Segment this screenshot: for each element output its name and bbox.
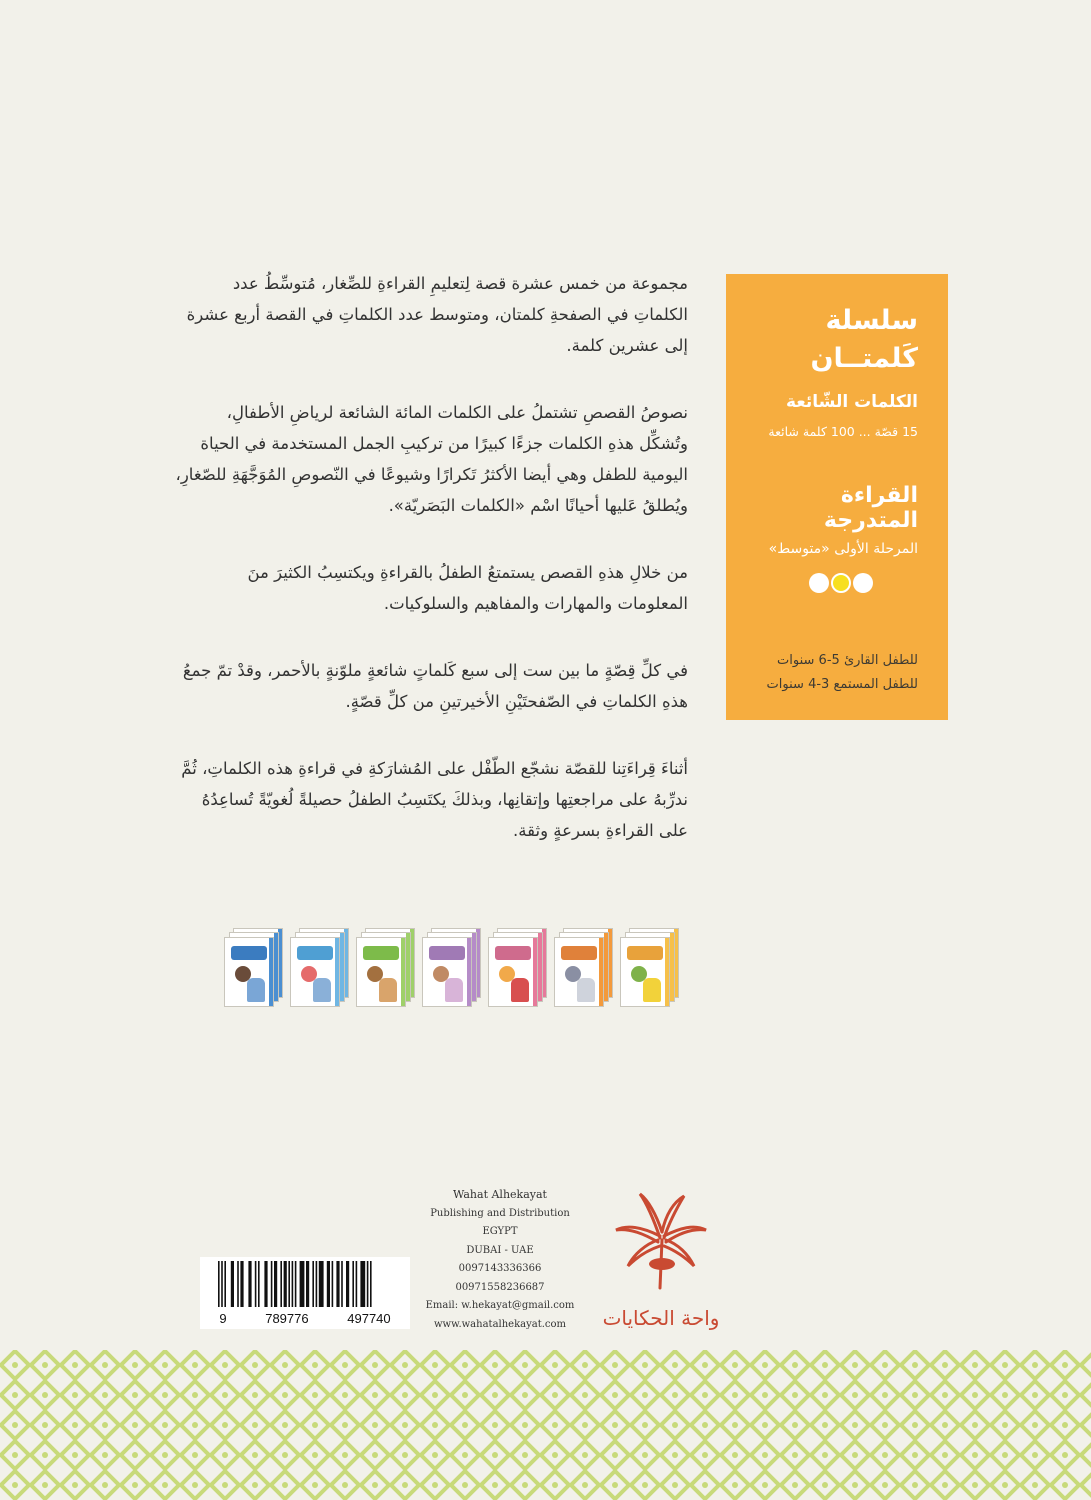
barcode-bar	[370, 1261, 372, 1307]
book-spine-stripe	[538, 933, 542, 1001]
publisher-name: Wahat Alhekayat	[453, 1188, 547, 1201]
book-title-block	[231, 946, 267, 960]
word-count-line: 15 قصّة ... 100 كلمة شائعة	[768, 424, 918, 439]
barcode-bar	[295, 1261, 297, 1307]
barcode-bar	[224, 1261, 226, 1307]
book-spine-stripe	[533, 938, 537, 1006]
level-dot	[853, 573, 873, 593]
barcode-bar	[271, 1261, 273, 1307]
series-box	[726, 274, 948, 720]
palm-tree-icon	[596, 1180, 726, 1295]
barcode-bar	[346, 1261, 349, 1307]
barcode-bar	[306, 1261, 309, 1307]
book-title-block	[627, 946, 663, 960]
book-spine-stripe	[406, 933, 410, 1001]
book-spine-stripe	[335, 938, 339, 1006]
book-title-block	[363, 946, 399, 960]
book-spine-stripe	[599, 938, 603, 1006]
barcode-bar	[274, 1261, 277, 1307]
book-spine-stripe	[665, 938, 669, 1006]
level-dot	[809, 573, 829, 593]
description-paragraph: مجموعة من خمس عشرة قصة لِتعليمِ القراءةِ للصِّغار، مُتوسِّطُ عدد الكلماتِ في الصفحةِ كلمتان، ومتوسط عدد الكلماتِ في القصة أربع عشرة إلى عشرين كلمة.	[186, 274, 688, 355]
barcode	[200, 1257, 410, 1329]
book-front-cover	[620, 937, 670, 1007]
book-spine-stripe	[670, 933, 674, 1001]
book-spine-stripe	[274, 933, 278, 1001]
graded-reading-title: القراءة المتدرجة	[823, 483, 918, 533]
book-title-block	[561, 946, 597, 960]
age-listener: للطفل المستمع 3-4 سنوات	[766, 677, 918, 692]
isbn-digits	[200, 1311, 410, 1326]
isbn-group: 789776	[265, 1311, 309, 1326]
book-cover	[620, 937, 670, 1007]
publisher-country: DUBAI - UAE	[466, 1244, 534, 1256]
barcode-bar	[264, 1261, 267, 1307]
barcode-bar	[288, 1261, 290, 1307]
book-front-cover	[488, 937, 538, 1007]
description-paragraph: من خلالِ هذهِ القصص يستمتعُ الطفلُ بالقراءةِ ويكتسِبُ الكثيرَ منَ المعلومات والمهارات والمفاهيم والسلوكيات.	[247, 563, 688, 613]
publisher-country: EGYPT	[482, 1226, 518, 1237]
barcode-bar	[336, 1261, 339, 1307]
book-spine-stripe	[467, 938, 471, 1006]
publisher-logo	[596, 1180, 726, 1330]
book-cover	[356, 937, 406, 1007]
book-cover	[290, 937, 340, 1007]
description-paragraph: أثناءَ قِراءَتِنا للقصّة نشجّع الطّفْل على المُشارَكةِ في قراءةِ هذه الكلماتِ، ثُمَّ ندرِّبهُ على مراجعتِها وإتقانِها، وبذلكَ يكتَسِبُ الطفلُ حصيلةً لُغويّةً تُساعِدُهُ على القراءةِ بسرعةٍ وثقة.	[181, 759, 688, 840]
barcode-bar	[312, 1261, 314, 1307]
description-paragraph: نصوصُ القصصِ تشتملُ على الكلمات المائة الشائعة لرياضِ الأطفالِ، وتُشكِّل هذهِ الكلمات جزءًا كبيرًا من تركيبِ الجمل المستخدمة في الحياة اليومية للطفل وهي أيضا الأكثرُ تَكرارًا وشيوعًا في النّصوصِ المُوَجَّهَةِ للصّغارِ، ويُطلقُ عَليها أحيانًا اسْم «الكلمات البَصَريّة».	[175, 403, 688, 515]
barcode-bar	[341, 1261, 343, 1307]
barcode-bar	[280, 1261, 282, 1307]
publisher-phone: 00971558236687	[455, 1281, 545, 1293]
isbn-group: 497740	[347, 1311, 391, 1326]
level-dot	[831, 573, 851, 593]
barcode-bar	[300, 1261, 305, 1307]
level-indicator	[740, 573, 918, 593]
publisher-website: www.wahatalhekayat.com	[433, 1318, 567, 1330]
book-title-block	[429, 946, 465, 960]
book-title-block	[297, 946, 333, 960]
barcode-bar	[231, 1261, 234, 1307]
book-front-cover	[554, 937, 604, 1007]
isbn-prefix: 9	[219, 1311, 227, 1326]
barcode-bar	[360, 1261, 365, 1307]
barcode-bar	[356, 1261, 358, 1307]
book-cover	[422, 937, 472, 1007]
barcode-bars	[212, 1261, 398, 1309]
barcode-bar	[240, 1261, 243, 1307]
book-spine-stripe	[269, 938, 273, 1006]
decorative-pattern	[0, 1350, 1091, 1500]
barcode-bar	[218, 1261, 220, 1307]
barcode-bar	[327, 1261, 330, 1307]
book-spine-stripe	[340, 933, 344, 1001]
book-front-cover	[290, 937, 340, 1007]
stage-label: المرحلة الأولى «متوسط»	[768, 541, 918, 557]
barcode-bar	[367, 1261, 369, 1307]
barcode-bar	[221, 1261, 223, 1307]
age-reader: للطفل القارئ 5-6 سنوات	[777, 653, 918, 668]
barcode-bar	[319, 1261, 324, 1307]
book-cover	[554, 937, 604, 1007]
publisher-info	[420, 1186, 580, 1334]
book-front-cover	[422, 937, 472, 1007]
series-title: سلسلة كَلمتــان	[810, 305, 918, 374]
publisher-email: Email: w.hekayat@gmail.com	[425, 1300, 575, 1311]
logo-text: واحة الحكايات	[602, 1306, 720, 1330]
barcode-bar	[255, 1261, 257, 1307]
barcode-bar	[248, 1261, 251, 1307]
book-spine-stripe	[472, 933, 476, 1001]
book-description	[175, 268, 688, 882]
barcode-bar	[292, 1261, 294, 1307]
barcode-bar	[258, 1261, 260, 1307]
book-title-block	[495, 946, 531, 960]
book-illustration	[313, 978, 331, 1002]
barcode-bar	[316, 1261, 318, 1307]
book-illustration	[511, 978, 529, 1002]
barcode-bar	[332, 1261, 334, 1307]
book-illustration	[379, 978, 397, 1002]
book-front-cover	[224, 937, 274, 1007]
book-spine-stripe	[401, 938, 405, 1006]
common-words-label: الكلمات الشّائعة	[786, 392, 918, 412]
book-illustration	[577, 978, 595, 1002]
book-spine-stripe	[604, 933, 608, 1001]
book-illustration	[643, 978, 661, 1002]
publisher-line: Publishing and Distribution	[430, 1207, 570, 1219]
barcode-bar	[352, 1261, 354, 1307]
book-cover	[488, 937, 538, 1007]
book-illustration	[445, 978, 463, 1002]
age-info	[740, 649, 918, 697]
barcode-bar	[237, 1261, 239, 1307]
publisher-phone: 0097143336366	[458, 1263, 542, 1274]
description-paragraph: في كلِّ قِصّةٍ ما بين ست إلى سبع كَلماتٍ شائعةٍ ملوّنةٍ بالأحمر، وقدْ تمّ جمعُ هذهِ الكلماتِ في الصّفحتَيْنِ الأخيرتينِ من كلِّ قصّةٍ.	[182, 661, 688, 711]
book-illustration	[247, 978, 265, 1002]
book-front-cover	[356, 937, 406, 1007]
barcode-bar	[284, 1261, 287, 1307]
book-cover	[224, 937, 274, 1007]
